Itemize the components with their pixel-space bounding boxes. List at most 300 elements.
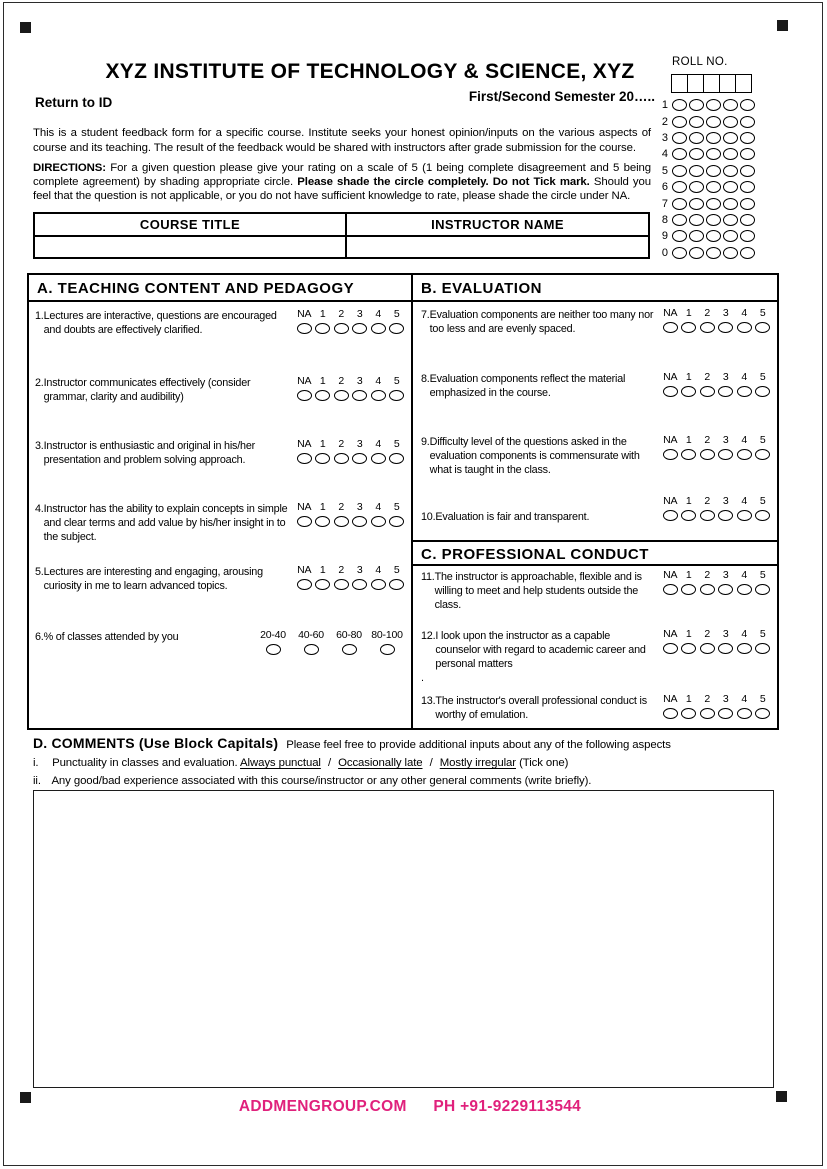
roll-bubble[interactable] (740, 148, 755, 160)
rating-option (292, 630, 330, 655)
rating-option-label: 3 (356, 308, 363, 320)
intro-text: This is a student feedback form for a specific course. Institute seeks your honest opinion/inputs on the various aspects of course and its teaching. The result of the feedback would be shared with instructors after grade submission for the course. (33, 127, 651, 154)
course-instructor-table (33, 212, 650, 259)
rating-option (314, 439, 333, 464)
directions-label: DIRECTIONS: (33, 162, 106, 174)
rating-option (388, 439, 407, 464)
directions-bold: Please shade the circle completely. Do not Tick mark. (297, 176, 590, 189)
rating-option-label: 4 (375, 564, 382, 576)
roll-bubble[interactable] (740, 230, 755, 242)
roll-bubble[interactable] (689, 165, 704, 177)
roll-digit-label: 5 (661, 164, 668, 177)
roll-digit-label: 6 (661, 181, 668, 194)
rating-bubble[interactable] (389, 323, 404, 334)
rating-group (661, 308, 772, 333)
rating-bubble[interactable] (342, 644, 357, 655)
roll-bubble[interactable] (689, 181, 704, 193)
rating-option-label: 3 (356, 438, 363, 450)
roll-row (655, 146, 755, 162)
roll-bubble[interactable] (672, 247, 687, 259)
question-text: Difficulty level of the questions asked in the evaluation components is commensurate with what is taught in the class. (429, 436, 640, 476)
rating-option (369, 376, 388, 401)
rating-option (369, 565, 388, 590)
rating-bubble[interactable] (718, 708, 733, 719)
roll-digit-box[interactable] (671, 74, 688, 93)
rating-option-label: 1 (319, 375, 326, 387)
rating-bubble[interactable] (718, 510, 733, 521)
rating-bubble[interactable] (334, 579, 349, 590)
rating-bubble[interactable] (681, 386, 696, 397)
rating-option (295, 502, 314, 527)
rating-option (661, 372, 680, 397)
attendance-options-group (254, 630, 406, 655)
roll-bubble[interactable] (723, 230, 738, 242)
course-title-field[interactable] (35, 237, 345, 257)
rating-bubble[interactable] (737, 510, 752, 521)
rating-option-label: 5 (759, 307, 766, 319)
rating-bubble[interactable] (737, 449, 752, 460)
rating-option (717, 694, 736, 719)
rating-option (754, 570, 773, 595)
rating-option (735, 629, 754, 654)
rating-bubble[interactable] (681, 510, 696, 521)
rating-bubble[interactable] (737, 708, 752, 719)
rating-option-label: 1 (685, 628, 692, 640)
rating-option-label: 1 (685, 434, 692, 446)
rating-option (735, 570, 754, 595)
roll-bubble[interactable] (740, 214, 755, 226)
roll-bubble[interactable] (706, 181, 721, 193)
roll-bubble[interactable] (706, 214, 721, 226)
rating-bubble[interactable] (389, 579, 404, 590)
section-a-column (29, 275, 413, 728)
roll-bubble[interactable] (689, 99, 704, 111)
roll-bubble[interactable] (706, 148, 721, 160)
rating-bubble[interactable] (304, 644, 319, 655)
rating-option (698, 694, 717, 719)
rating-option-label: 1 (319, 501, 326, 513)
roll-boxes (671, 74, 752, 93)
rating-option-label: 2 (338, 438, 345, 450)
rating-bubble[interactable] (755, 449, 770, 460)
rating-bubble[interactable] (663, 584, 678, 595)
roll-bubble[interactable] (740, 247, 755, 259)
question-5 (35, 565, 406, 630)
rating-option (369, 502, 388, 527)
rating-option-label: NA (663, 307, 678, 319)
option-always-punctual[interactable]: Always punctual (240, 757, 321, 769)
option-occasionally-late[interactable]: Occasionally late (338, 757, 423, 769)
roll-bubble[interactable] (689, 198, 704, 210)
rating-option (388, 376, 407, 401)
rating-option-label: 4 (741, 307, 748, 319)
rating-group (295, 376, 406, 401)
rating-bubble[interactable] (663, 449, 678, 460)
roll-bubble[interactable] (706, 230, 721, 242)
roll-digit-box[interactable] (719, 74, 736, 93)
question-1 (35, 309, 406, 376)
rating-option-label: 5 (393, 501, 400, 513)
roll-bubble[interactable] (672, 116, 687, 128)
general-comments-item (33, 775, 774, 787)
roll-bubble[interactable] (689, 214, 704, 226)
roll-bubble[interactable] (706, 132, 721, 144)
rating-option (661, 308, 680, 333)
roll-bubble[interactable] (689, 116, 704, 128)
rating-option-label: 4 (741, 434, 748, 446)
rating-bubble[interactable] (334, 453, 349, 464)
rating-bubble[interactable] (389, 453, 404, 464)
rating-option-label: 60-80 (336, 629, 362, 641)
rating-bubble[interactable] (315, 516, 330, 527)
rating-option-label: 5 (759, 495, 766, 507)
question-8 (421, 372, 772, 435)
semester-label: First/Second Semester 20….. (468, 89, 655, 104)
instructor-name-field[interactable] (345, 237, 648, 257)
roll-bubble[interactable] (672, 99, 687, 111)
section-c-header: C. PROFESSIONAL CONDUCT (413, 540, 777, 566)
question-12 (421, 629, 772, 694)
rating-bubble[interactable] (737, 386, 752, 397)
roll-row (655, 97, 755, 113)
rating-bubble[interactable] (371, 390, 386, 401)
roll-bubble[interactable] (740, 99, 755, 111)
rating-option-label: 5 (393, 375, 400, 387)
rating-bubble[interactable] (718, 643, 733, 654)
question-number: 10. (421, 511, 436, 523)
question-11 (421, 570, 772, 629)
roll-bubble[interactable] (723, 165, 738, 177)
rating-bubble[interactable] (334, 323, 349, 334)
rating-bubble[interactable] (334, 516, 349, 527)
rating-bubble[interactable] (755, 386, 770, 397)
rating-bubble[interactable] (700, 386, 715, 397)
roll-digit-box[interactable] (687, 74, 704, 93)
comments-write-area[interactable] (33, 790, 774, 1088)
question-number: 8. (421, 373, 430, 385)
rating-option (368, 630, 406, 655)
roll-bubble[interactable] (740, 181, 755, 193)
question-text: Evaluation is fair and transparent. (435, 511, 590, 523)
rating-group (661, 435, 772, 460)
roll-bubble[interactable] (723, 198, 738, 210)
roll-digit-label: 3 (661, 131, 668, 144)
rating-bubble[interactable] (755, 643, 770, 654)
rating-bubble[interactable] (700, 449, 715, 460)
roll-bubble[interactable] (672, 230, 687, 242)
footer-site: ADDMENGROUP.COM (238, 1098, 407, 1115)
rating-option (369, 309, 388, 334)
option-mostly-irregular[interactable]: Mostly irregular (439, 757, 516, 769)
rating-option (388, 309, 407, 334)
rating-option (698, 496, 717, 521)
rating-bubble[interactable] (718, 584, 733, 595)
question-9 (421, 435, 772, 496)
rating-group (661, 629, 772, 654)
rating-option (698, 570, 717, 595)
roll-bubble[interactable] (689, 247, 704, 259)
roll-bubble[interactable] (706, 247, 721, 259)
rating-bubble[interactable] (737, 322, 752, 333)
rating-bubble[interactable] (297, 453, 312, 464)
rating-bubble[interactable] (297, 516, 312, 527)
rating-option (295, 376, 314, 401)
rating-option-label: 2 (704, 307, 711, 319)
question-number: 4. (35, 503, 44, 515)
rating-option-label: 3 (356, 564, 363, 576)
rating-bubble[interactable] (663, 708, 678, 719)
roll-bubble[interactable] (740, 116, 755, 128)
item-number: ii. (33, 775, 41, 787)
item-number: i. (33, 757, 39, 769)
question-number: 11. (421, 571, 435, 583)
rating-option-label: 3 (722, 307, 729, 319)
rating-option (369, 439, 388, 464)
rating-option (351, 439, 370, 464)
rating-bubble[interactable] (352, 453, 367, 464)
rating-option (680, 308, 699, 333)
roll-bubble[interactable] (689, 132, 704, 144)
question-number: 12. (421, 630, 436, 642)
rating-option (332, 502, 351, 527)
rating-option-label: NA (663, 434, 678, 446)
roll-digit-box[interactable] (735, 74, 752, 93)
rating-option-label: 3 (722, 693, 729, 705)
rating-bubble[interactable] (737, 584, 752, 595)
rating-option-label: 5 (393, 308, 400, 320)
rating-bubble[interactable] (700, 643, 715, 654)
rating-option-label: NA (297, 501, 312, 513)
roll-bubble[interactable] (723, 247, 738, 259)
rating-group (295, 502, 406, 527)
rating-option-label: 5 (759, 693, 766, 705)
rating-option-label: 4 (741, 693, 748, 705)
roll-bubble[interactable] (672, 214, 687, 226)
rating-bubble[interactable] (681, 322, 696, 333)
rating-bubble[interactable] (371, 516, 386, 527)
rating-option-label: 4 (741, 495, 748, 507)
roll-digit-label: 9 (661, 230, 668, 243)
rating-bubble[interactable] (389, 516, 404, 527)
rating-bubble[interactable] (371, 323, 386, 334)
rating-bubble[interactable] (315, 390, 330, 401)
registration-mark (20, 22, 31, 33)
rating-bubble[interactable] (315, 323, 330, 334)
roll-bubble[interactable] (672, 132, 687, 144)
question-number: 9. (421, 436, 430, 448)
rating-option (295, 565, 314, 590)
rating-group (661, 694, 772, 719)
rating-bubble[interactable] (334, 390, 349, 401)
rating-bubble[interactable] (315, 453, 330, 464)
roll-bubble[interactable] (689, 148, 704, 160)
rating-option (314, 502, 333, 527)
rating-option-label: 4 (375, 375, 382, 387)
question-3 (35, 439, 406, 502)
roll-bubble[interactable] (740, 132, 755, 144)
rating-bubble[interactable] (718, 449, 733, 460)
rating-bubble[interactable] (681, 643, 696, 654)
rating-group (295, 565, 406, 590)
rating-option-label: 3 (722, 371, 729, 383)
rating-option-label: 3 (722, 434, 729, 446)
rating-bubble[interactable] (755, 322, 770, 333)
rating-bubble[interactable] (681, 449, 696, 460)
roll-bubble[interactable] (723, 116, 738, 128)
roll-bubble[interactable] (706, 116, 721, 128)
rating-option-label: NA (297, 308, 312, 320)
rating-option (680, 435, 699, 460)
rating-option (661, 629, 680, 654)
rating-option-label: NA (663, 495, 678, 507)
rating-bubble[interactable] (297, 579, 312, 590)
question-4 (35, 502, 406, 565)
rating-bubble[interactable] (297, 323, 312, 334)
rating-bubble[interactable] (700, 708, 715, 719)
roll-bubble[interactable] (672, 165, 687, 177)
roll-bubble[interactable] (672, 181, 687, 193)
rating-option (351, 309, 370, 334)
roll-digit-label: 2 (661, 115, 668, 128)
rating-option-label: 4 (741, 371, 748, 383)
section-b-c-column (413, 275, 777, 728)
roll-bubble[interactable] (723, 181, 738, 193)
rating-bubble[interactable] (297, 390, 312, 401)
rating-option (754, 496, 773, 521)
rating-option-label: 1 (685, 693, 692, 705)
rating-option-label: 3 (722, 569, 729, 581)
rating-group (295, 439, 406, 464)
roll-digit-box[interactable] (703, 74, 720, 93)
roll-digit-label: 0 (661, 246, 668, 259)
rating-option (754, 435, 773, 460)
rating-option (351, 376, 370, 401)
rating-option (717, 435, 736, 460)
rating-bubble[interactable] (737, 643, 752, 654)
course-title-header: COURSE TITLE (139, 217, 241, 232)
roll-bubble[interactable] (706, 165, 721, 177)
roll-row (655, 113, 755, 129)
rating-bubble[interactable] (663, 386, 678, 397)
roll-bubble[interactable] (672, 148, 687, 160)
rating-option-label: 2 (338, 501, 345, 513)
rating-option-label: NA (663, 569, 678, 581)
rating-option-label: 1 (685, 371, 692, 383)
rating-option-label: 5 (759, 434, 766, 446)
rating-bubble[interactable] (389, 390, 404, 401)
rating-bubble[interactable] (315, 579, 330, 590)
rating-bubble[interactable] (371, 579, 386, 590)
punctuality-text: Punctuality in classes and evaluation. (52, 757, 238, 769)
roll-row (655, 163, 755, 179)
return-to-id-label: Return to ID (35, 95, 113, 110)
rating-option (717, 496, 736, 521)
rating-bubble[interactable] (352, 516, 367, 527)
rating-bubble[interactable] (718, 322, 733, 333)
footer (0, 1098, 820, 1116)
question-number: 2. (35, 377, 44, 389)
rating-option-label: 2 (704, 569, 711, 581)
question-text: Lectures are interactive, questions are encouraged and doubts are effectively clarified. (43, 310, 277, 336)
rating-option (661, 435, 680, 460)
rating-bubble[interactable] (663, 510, 678, 521)
rating-bubble[interactable] (755, 584, 770, 595)
question-13 (421, 694, 772, 722)
directions-text (33, 161, 651, 204)
rating-bubble[interactable] (700, 510, 715, 521)
rating-bubble[interactable] (755, 510, 770, 521)
roll-bubble[interactable] (672, 198, 687, 210)
rating-option (388, 565, 407, 590)
rating-option (717, 308, 736, 333)
roll-bubble[interactable] (723, 148, 738, 160)
roll-bubble[interactable] (706, 99, 721, 111)
rating-option-label: NA (663, 371, 678, 383)
question-number: 1. (35, 310, 44, 322)
rating-bubble[interactable] (380, 644, 395, 655)
rating-bubble[interactable] (681, 708, 696, 719)
rating-option (698, 629, 717, 654)
rating-bubble[interactable] (352, 323, 367, 334)
roll-bubble[interactable] (740, 165, 755, 177)
rating-option-label: 5 (393, 564, 400, 576)
roll-no-label: ROLL NO. (672, 56, 728, 68)
rating-option (332, 439, 351, 464)
question-number: 6. (35, 631, 44, 643)
roll-bubble[interactable] (723, 214, 738, 226)
rating-bubble[interactable] (663, 322, 678, 333)
rating-option (680, 496, 699, 521)
rating-option (754, 372, 773, 397)
rating-option (735, 372, 754, 397)
question-text: Instructor has the ability to explain concepts in simple and clear terms and add value by his/her insight in to the subject. (43, 503, 288, 543)
punctuality-item (33, 757, 774, 769)
form-title: XYZ INSTITUTE OF TECHNOLOGY & SCIENCE, XYZ (105, 60, 635, 83)
rating-option (717, 629, 736, 654)
rating-bubble[interactable] (266, 644, 281, 655)
section-d-header: D. COMMENTS (Use Block Capitals) (33, 735, 279, 751)
rating-bubble[interactable] (718, 386, 733, 397)
rating-bubble[interactable] (352, 390, 367, 401)
rating-bubble[interactable] (663, 643, 678, 654)
rating-bubble[interactable] (681, 584, 696, 595)
rating-option (735, 308, 754, 333)
roll-bubble[interactable] (723, 99, 738, 111)
rating-bubble[interactable] (755, 708, 770, 719)
roll-bubble[interactable] (740, 198, 755, 210)
rating-option (330, 630, 368, 655)
rating-option-label: 1 (319, 564, 326, 576)
rating-option (680, 372, 699, 397)
rating-option (661, 496, 680, 521)
rating-bubble[interactable] (371, 453, 386, 464)
roll-bubble[interactable] (723, 132, 738, 144)
rating-option (735, 694, 754, 719)
rating-bubble[interactable] (700, 584, 715, 595)
rating-option (661, 570, 680, 595)
roll-bubble[interactable] (706, 198, 721, 210)
rating-option-label: 5 (393, 438, 400, 450)
question-text: Lectures are interesting and engaging, arousing curiosity in me to learn advanced topics. (43, 566, 263, 592)
section-d (33, 735, 774, 787)
rating-option (754, 629, 773, 654)
roll-bubble[interactable] (689, 230, 704, 242)
rating-group (661, 496, 772, 521)
roll-digit-label: 8 (661, 213, 668, 226)
rating-bubble[interactable] (352, 579, 367, 590)
tick-one-note: (Tick one) (519, 757, 569, 769)
rating-bubble[interactable] (700, 322, 715, 333)
